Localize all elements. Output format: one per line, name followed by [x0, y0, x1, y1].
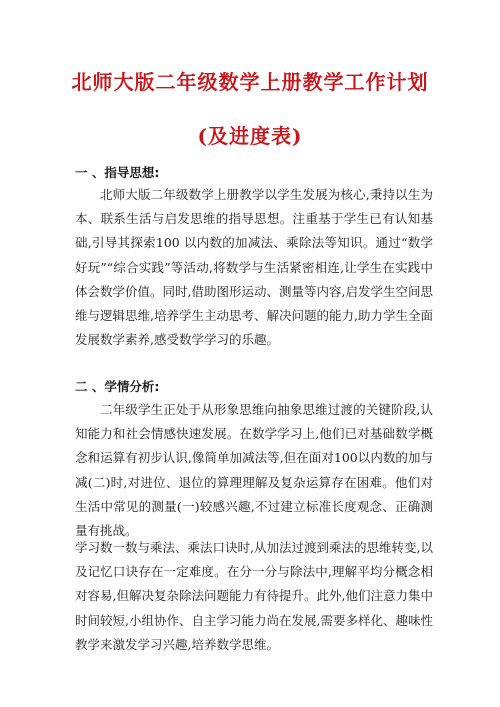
document-title: 北师大版二年级数学上册教学工作计划: [71, 70, 429, 94]
section-paragraph-student-analysis: 二年级学生正处于从形象思维向抽象思维过渡的关键阶段,认知能力和社会情感快速发展。在数学学习上,他们已对基础数学概念和运算有初步认识,像简单加减法等,但在面对100以内数的加与减(二)时,对进位、退位的算理理解及复杂运算存在困难。他们对生活中常见的测量(一)较感兴趣,不过建立标准长度观念、正确测量有挑战。: [75, 402, 433, 539]
section-paragraph-guiding-ideas: 北师大版二年级数学上册教学以学生发展为核心,秉持以生为本、联系生活与启发思维的指导思想。注重基于学生已有认知基础,引导其探索100 以内数的加减法、乘除法等知识。通过“数学好玩”“综合实践”等活动,将数学与生活紧密相连,让学生在实践中体会数学价值。同时,借助图形运动、测量等内容,启发学生空间思维与逻辑思维,培养学生主动思考、解决问题的能力,助力学生全面发展数学素养,感受数学学习的乐趣。: [75, 187, 433, 348]
section-paragraph-student-analysis-cont: 学习数一数与乘法、乘法口诀时,从加法过渡到乘法的思维转变,以及记忆口诀存在一定难度。在分一分与除法中,理解平均分概念相对容易,但解决复杂除法问题能力有待提升。此外,他们注意力集中时间较短,小组协作、自主学习能力尚在发展,需要多样化、趣味性教学来激发学习兴趣,培养数学思维。: [75, 540, 433, 652]
section-heading-student-analysis: 二 、学情分析:: [75, 379, 160, 394]
document-subtitle: (及进度表): [197, 124, 303, 148]
section-heading-guiding-ideas: 一 、指导思想:: [75, 165, 160, 180]
